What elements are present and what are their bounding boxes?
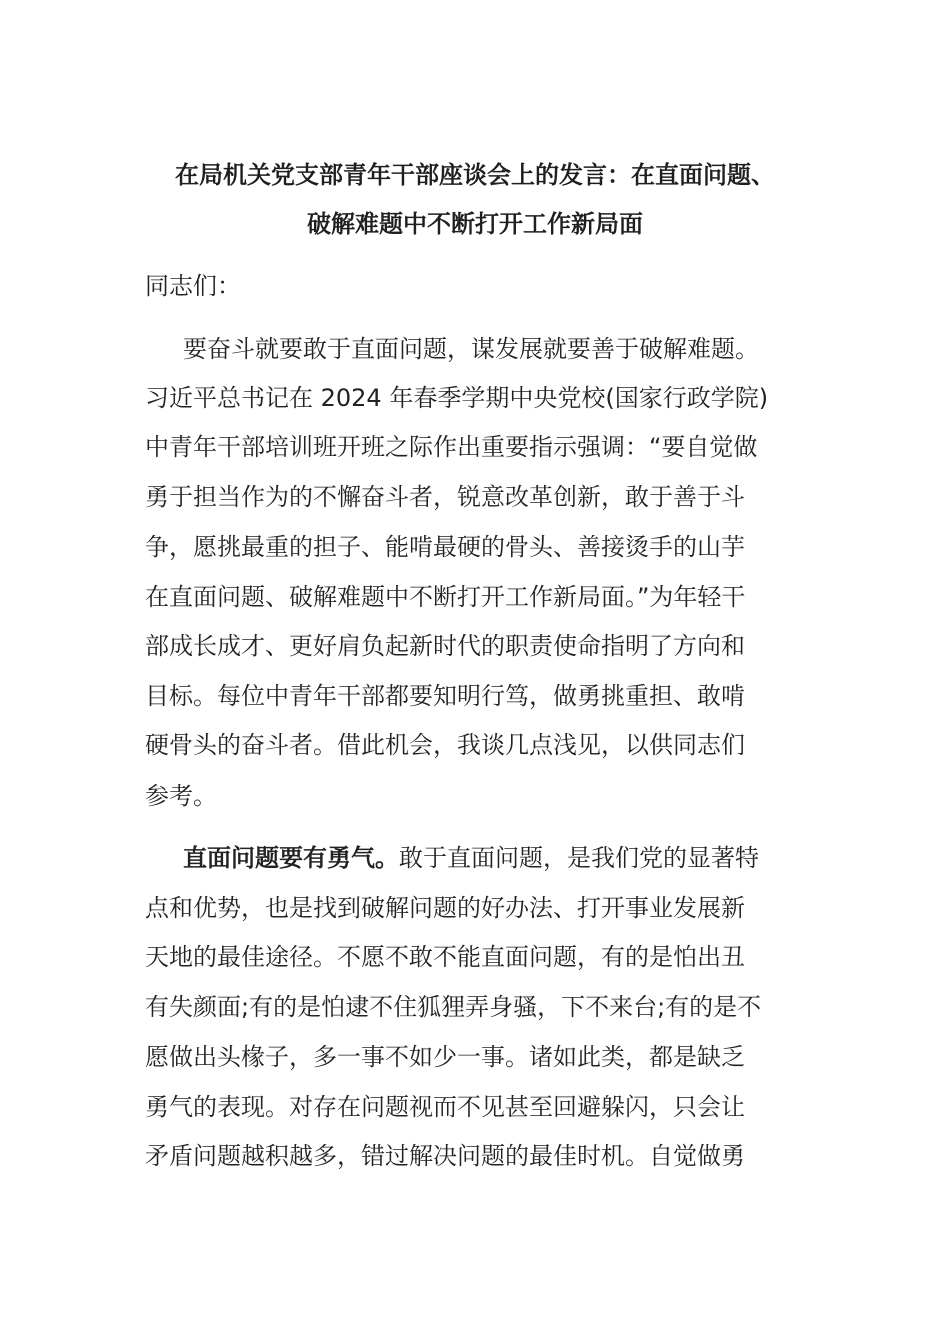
paragraph-1-line-3: 中青年干部培训班开班之际作出重要指示强调：“要自觉做 xyxy=(145,433,758,461)
paragraph-1-line-10: 参考。 xyxy=(145,782,217,810)
paragraph-1-line-9: 硬骨头的奋斗者。借此机会，我谈几点浅见，以供同志们 xyxy=(145,731,745,759)
paragraph-1-line-7: 部成长成才、更好肩负起新时代的职责使命指明了方向和 xyxy=(145,632,745,660)
paragraph-1-line-2: 习近平总书记在 2024 年春季学期中央党校(国家行政学院) xyxy=(145,384,769,412)
paragraph-2-line-6: 勇气的表现。对存在问题视而不见甚至回避躲闪，只会让 xyxy=(145,1093,745,1121)
paragraph-2-line-1-text: 敢于直面问题，是我们党的显著特 xyxy=(399,844,759,872)
paragraph-1-line-8: 目标。每位中青年干部都要知明行笃，做勇挑重担、敢啃 xyxy=(145,682,745,710)
salutation: 同志们： xyxy=(145,272,241,300)
paragraph-2-line-2: 点和优势，也是找到破解问题的好办法、打开事业发展新 xyxy=(145,894,745,922)
paragraph-2-line-5: 愿做出头椽子，多一事不如少一事。诸如此类，都是缺乏 xyxy=(145,1043,745,1071)
paragraph-2-line-7: 矛盾问题越积越多，错过解决问题的最佳时机。自觉做勇 xyxy=(145,1142,745,1170)
paragraph-2-lead-heading: 直面问题要有勇气。 xyxy=(183,844,399,872)
paragraph-1-line-6: 在直面问题、破解难题中不断打开工作新局面。”为年轻干 xyxy=(145,583,746,611)
paragraph-2-line-4: 有失颜面;有的是怕逮不住狐狸弄身骚，下不来台;有的是不 xyxy=(145,993,762,1021)
paragraph-2-line-3: 天地的最佳途径。不愿不敢不能直面问题，有的是怕出丑 xyxy=(145,943,745,971)
document-title-line-2: 破解难题中不断打开工作新局面 xyxy=(307,210,643,238)
paragraph-1-line-4: 勇于担当作为的不懈奋斗者，锐意改革创新，敢于善于斗 xyxy=(145,483,745,511)
paragraph-1-line-5: 争，愿挑最重的担子、能啃最硬的骨头、善接烫手的山芋 xyxy=(145,533,745,561)
document-title-line-1: 在局机关党支部青年干部座谈会上的发言：在直面问题、 xyxy=(175,161,775,189)
paragraph-2-line-1 xyxy=(183,842,759,874)
paragraph-1-line-1: 要奋斗就要敢于直面问题，谋发展就要善于破解难题。 xyxy=(183,335,759,363)
